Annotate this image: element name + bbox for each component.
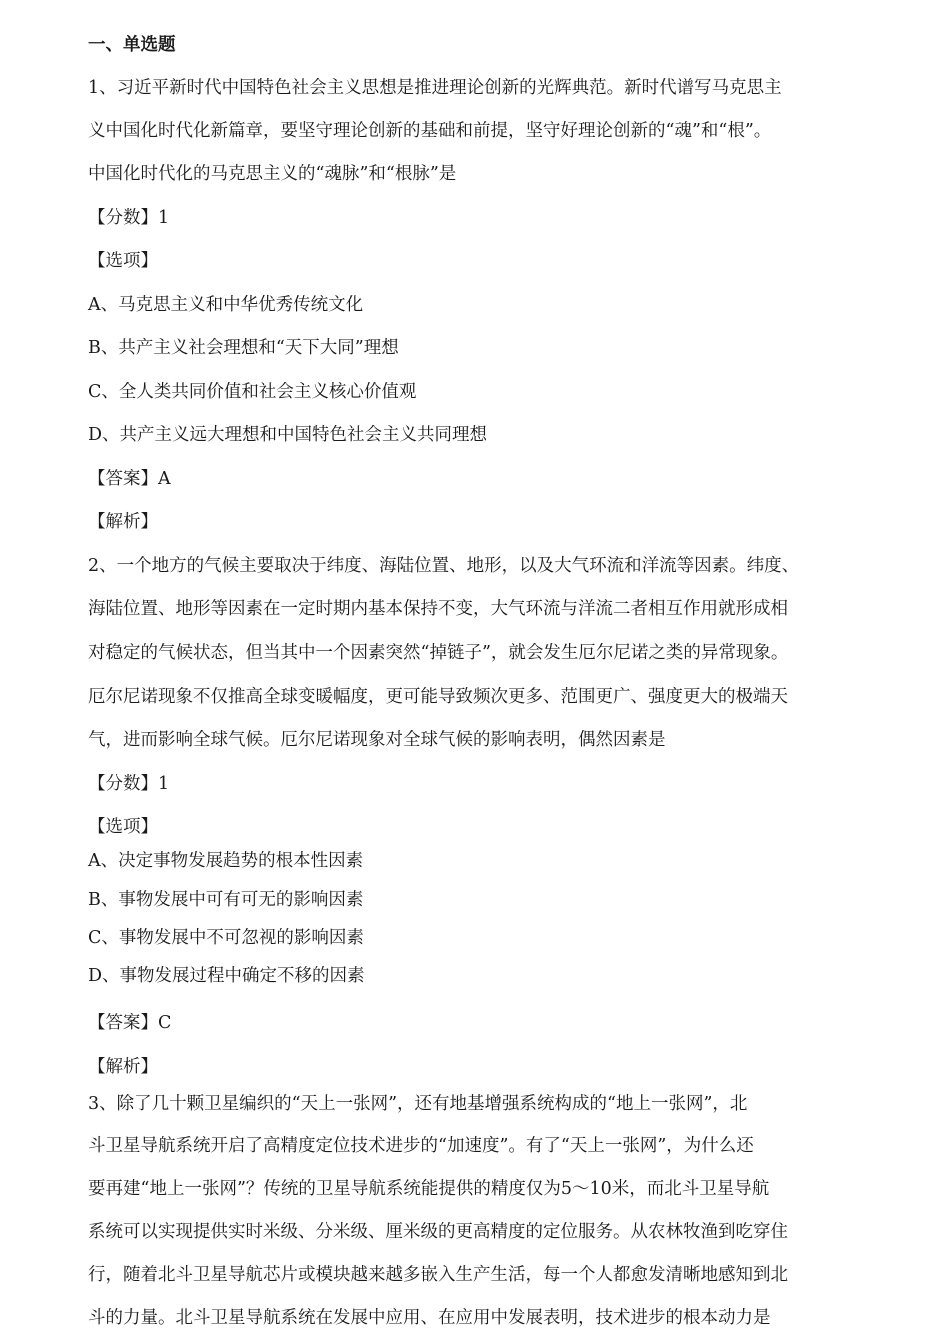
section-title: 一、单选题 (88, 35, 176, 55)
question-2-stem-line-5: 气，进而影响全球气候。厄尔尼诺现象对全球气候的影响表明，偶然因素是 (88, 730, 666, 750)
question-1-answer: 【答案】A (88, 469, 171, 489)
question-1-analysis: 【解析】 (88, 512, 158, 532)
question-3-stem-line-5: 行，随着北斗卫星导航芯片或模块越来越多嵌入生产生活，每一个人都愈发清晰地感知到北 (88, 1265, 788, 1285)
question-2-option-d: D、事物发展过程中确定不移的因素 (88, 966, 365, 986)
question-2-analysis: 【解析】 (88, 1057, 158, 1077)
question-3-stem-line-4: 系统可以实现提供实时米级、分米级、厘米级的更高精度的定位服务。从农林牧渔到吃穿住 (88, 1222, 788, 1242)
question-2-answer: 【答案】C (88, 1013, 172, 1033)
question-1-stem-line-1: 1、习近平新时代中国特色社会主义思想是推进理论创新的光辉典范。新时代谱写马克思主 (88, 78, 782, 98)
question-1-options-label: 【选项】 (88, 251, 158, 271)
question-3-stem-line-6: 斗的力量。北斗卫星导航系统在发展中应用、在应用中发展表明，技术进步的根本动力是 (88, 1308, 771, 1328)
question-2-options-label: 【选项】 (88, 817, 158, 837)
question-2-stem-line-3: 对稳定的气候状态，但当其中一个因素突然“掉链子”，就会发生厄尔尼诺之类的异常现象。 (88, 643, 789, 663)
question-3-stem-line-2: 斗卫星导航系统开启了高精度定位技术进步的“加速度”。有了“天上一张网”，为什么还 (88, 1136, 754, 1156)
question-1-option-a: A、马克思主义和中华优秀传统文化 (88, 295, 364, 315)
question-1-score: 【分数】1 (88, 208, 170, 228)
question-2-option-a: A、决定事物发展趋势的根本性因素 (88, 851, 364, 871)
question-1-option-c: C、全人类共同价值和社会主义核心价值观 (88, 382, 417, 402)
question-3-stem-line-1: 3、除了几十颗卫星编织的“天上一张网”，还有地基增强系统构成的“地上一张网”，北 (88, 1094, 748, 1114)
question-1-stem-line-2: 义中国化时代化新篇章，要坚守理论创新的基础和前提，坚守好理论创新的“魂”和“根”。 (88, 121, 772, 141)
question-1-option-d: D、共产主义远大理想和中国特色社会主义共同理想 (88, 425, 488, 445)
question-2-score: 【分数】1 (88, 774, 170, 794)
question-2-option-c: C、事物发展中不可忽视的影响因素 (88, 928, 364, 948)
question-2-option-b: B、事物发展中可有可无的影响因素 (88, 890, 364, 910)
question-2-stem-line-2: 海陆位置、地形等因素在一定时期内基本保持不变，大气环流与洋流二者相互作用就形成相 (88, 599, 788, 619)
question-1-stem-line-3: 中国化时代化的马克思主义的“魂脉”和“根脉”是 (88, 164, 457, 184)
question-1-option-b: B、共产主义社会理想和“天下大同”理想 (88, 338, 399, 358)
question-2-stem-line-4: 厄尔尼诺现象不仅推高全球变暖幅度，更可能导致频次更多、范围更广、强度更大的极端天 (88, 687, 788, 707)
question-3-stem-line-3: 要再建“地上一张网”？传统的卫星导航系统能提供的精度仅为5～10米，而北斗卫星导航 (88, 1179, 770, 1199)
question-2-stem-line-1: 2、一个地方的气候主要取决于纬度、海陆位置、地形，以及大气环流和洋流等因素。纬度、 (88, 556, 800, 576)
